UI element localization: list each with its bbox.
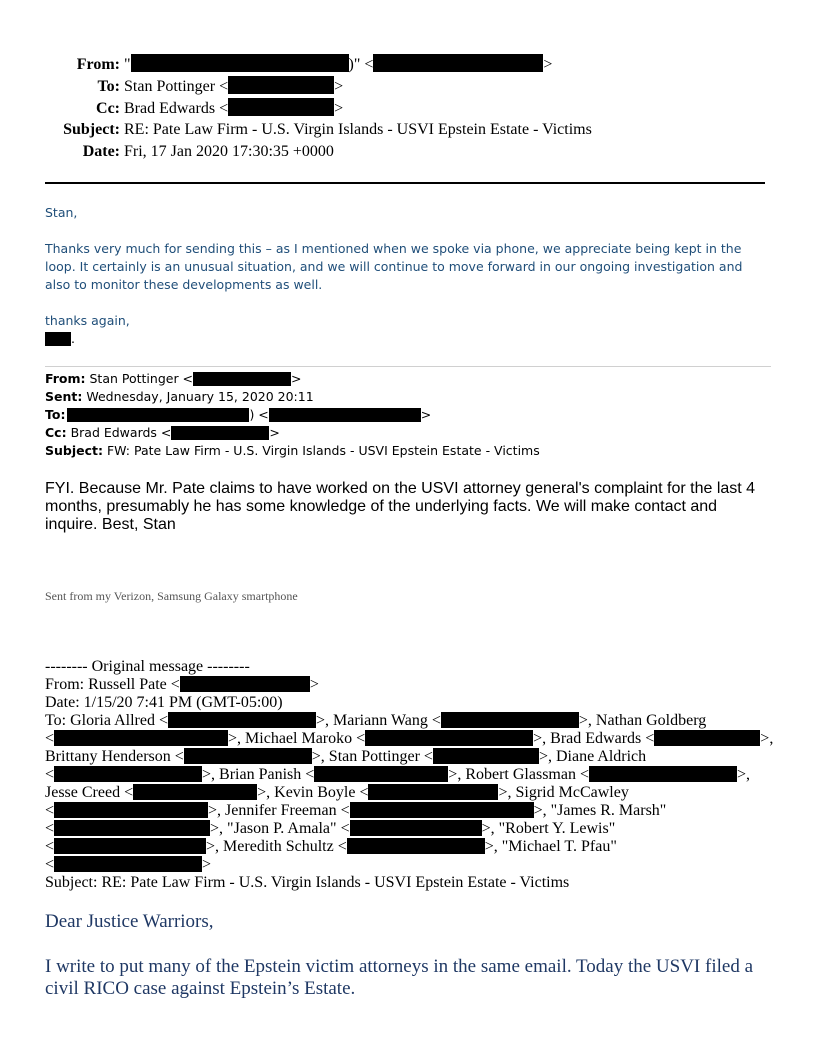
fwd-cc-row	[45, 424, 280, 442]
header-from-label: From:	[76, 56, 120, 73]
header-cc-name: Brad Edwards <	[124, 100, 229, 117]
close-angle: >	[309, 676, 319, 693]
orig-to-start: To: Gloria Allred <	[45, 712, 168, 729]
fwd-subject: FW: Pate Law Firm - U.S. Virgin Islands - USVI Epstein Estate - Victims	[103, 443, 540, 458]
redaction-block	[365, 730, 533, 746]
message-separator	[45, 366, 771, 367]
orig-salutation: Dear Justice Warriors,	[45, 911, 214, 932]
recipient-text: >, "Jason P. Amala" <	[210, 820, 350, 837]
redaction-block	[54, 838, 206, 854]
orig-to-row-5	[45, 784, 629, 802]
recipient-text: >, Sigrid McCawley	[498, 784, 629, 801]
redaction-block	[228, 98, 334, 116]
reply-signoff: thanks again,	[45, 313, 130, 328]
recipient-text: <	[45, 856, 55, 873]
redaction-block	[54, 856, 202, 872]
recipient-text: >, Jennifer Freeman <	[208, 802, 350, 819]
redaction-block	[654, 730, 760, 746]
orig-to-row-2	[45, 730, 773, 748]
header-subject-label: Subject:	[63, 121, 120, 138]
recipient-text: >, Brian Panish <	[202, 766, 315, 783]
orig-to-row-3	[45, 748, 646, 766]
fwd-to-row	[45, 406, 431, 424]
redaction-block	[180, 676, 310, 692]
recipient-text: >, Mariann Wang <	[316, 712, 441, 729]
redaction-block	[350, 802, 534, 818]
header-date-row	[0, 142, 334, 162]
fwd-subject-label: Subject:	[45, 443, 103, 458]
redaction-block	[45, 332, 71, 346]
fwd-subject-row	[45, 442, 540, 460]
redaction-block	[228, 76, 334, 94]
redaction-block	[67, 408, 249, 422]
fwd-cc-label: Cc:	[45, 425, 67, 440]
header-from-quote: "	[124, 56, 131, 73]
orig-body: I write to put many of the Epstein victim attorneys in the same email. Today the USVI filed a civil RICO case against Epstein’s Estate.	[45, 956, 754, 999]
fwd-cc: Brad Edwards <	[66, 425, 172, 440]
recipient-text: >, Meredith Schultz <	[206, 838, 347, 855]
recipient-text: >, Stan Pottinger <	[311, 748, 433, 765]
recipient-text: >, Michael Maroko <	[228, 730, 366, 747]
recipient-text: >, Diane Aldrich	[538, 748, 647, 765]
close-angle: >	[269, 425, 280, 440]
recipient-text: <	[45, 766, 55, 783]
redaction-block	[131, 54, 349, 72]
fwd-signature: Sent from my Verizon, Samsung Galaxy smartphone	[45, 589, 298, 603]
orig-to-row-9	[45, 856, 211, 874]
orig-to-row-6	[45, 802, 666, 820]
redaction-block	[368, 784, 498, 800]
recipient-text: Brittany Henderson <	[45, 748, 184, 765]
redaction-block	[184, 748, 312, 764]
fwd-from: Stan Pottinger <	[85, 371, 194, 386]
redaction-block	[433, 748, 539, 764]
header-to-label: To:	[97, 78, 120, 95]
redaction-block	[54, 730, 228, 746]
redaction-block	[54, 802, 208, 818]
recipient-text: >, "James R. Marsh"	[533, 802, 667, 819]
signature-period: .	[71, 331, 75, 346]
reply-signature	[45, 330, 75, 348]
redaction-block	[441, 712, 579, 728]
recipient-text: <	[45, 838, 55, 855]
header-to-name: Stan Pottinger <	[124, 78, 229, 95]
orig-from: From: Russell Pate <	[45, 676, 180, 693]
recipient-text: >, Nathan Goldberg	[578, 712, 707, 729]
header-from-row	[0, 54, 552, 75]
recipient-text: >, Robert Glassman <	[448, 766, 589, 783]
header-cc-label: Cc:	[96, 100, 120, 117]
close-angle: >	[420, 407, 432, 422]
orig-date: Date: 1/15/20 7:41 PM (GMT-05:00)	[45, 694, 283, 711]
redaction-block	[133, 784, 257, 800]
header-divider	[45, 182, 765, 184]
close-angle: >	[291, 371, 302, 386]
redaction-block	[269, 408, 421, 422]
redaction-block	[350, 820, 482, 836]
recipient-text: >, Brad Edwards <	[533, 730, 655, 747]
header-date: Fri, 17 Jan 2020 17:30:35 +0000	[124, 143, 334, 160]
redaction-block	[171, 426, 269, 440]
fwd-to-label: To:	[45, 407, 66, 422]
orig-divider: -------- Original message --------	[45, 658, 250, 675]
recipient-text: >, "Michael T. Pfau"	[484, 838, 617, 855]
fwd-sent-row	[45, 388, 314, 406]
recipient-text: >, "Robert Y. Lewis"	[481, 820, 616, 837]
header-from-mid: )" <	[348, 56, 374, 73]
recipient-text: >	[202, 856, 212, 873]
header-date-label: Date:	[82, 143, 120, 160]
orig-to-row-7	[45, 820, 615, 838]
redaction-block	[347, 838, 485, 854]
fwd-sent: Wednesday, January 15, 2020 20:11	[82, 389, 314, 404]
recipient-text: <	[45, 730, 55, 747]
header-cc-row	[0, 98, 343, 119]
fwd-body: FYI. Because Mr. Pate claims to have worked on the USVI attorney general's complaint for the last 4 months, presumably he has some knowledge of the underlying facts. We will make contact and inquire. Best, Stan	[45, 480, 756, 533]
orig-subject: Subject: RE: Pate Law Firm - U.S. Virgin Islands - USVI Epstein Estate - Victims	[45, 874, 570, 891]
fwd-sent-label: Sent:	[45, 389, 83, 404]
fwd-to-mid: ) <	[249, 407, 269, 422]
orig-to-row-4	[45, 766, 750, 784]
orig-to-row-8	[45, 838, 617, 856]
redaction-block	[314, 766, 448, 782]
recipient-text: >, Kevin Boyle <	[257, 784, 369, 801]
redaction-block	[193, 372, 291, 386]
fwd-from-label: From:	[45, 371, 86, 386]
redaction-block	[589, 766, 737, 782]
header-to-row	[0, 76, 343, 97]
fwd-from-row	[45, 370, 302, 388]
orig-from-row	[45, 676, 319, 694]
orig-to-row-1	[45, 712, 706, 730]
reply-greeting: Stan,	[45, 205, 78, 220]
header-subject-row	[0, 120, 592, 140]
close-angle: >	[543, 56, 553, 73]
redaction-block	[168, 712, 316, 728]
recipient-text: <	[45, 802, 55, 819]
reply-body: Thanks very much for sending this – as I mentioned when we spoke via phone, we appreciate being kept in the loop. It certainly is an unusual situation, and we will continue to move forward in our ongoing investigation and also to monitor these developments as well.	[45, 241, 743, 292]
close-angle: >	[334, 100, 344, 117]
header-subject: RE: Pate Law Firm - U.S. Virgin Islands - USVI Epstein Estate - Victims	[124, 121, 592, 138]
redaction-block	[373, 54, 543, 72]
recipient-text: >,	[760, 730, 774, 747]
recipient-text: <	[45, 820, 55, 837]
redaction-block	[54, 766, 202, 782]
close-angle: >	[334, 78, 344, 95]
redaction-block	[54, 820, 210, 836]
recipient-text: Jesse Creed <	[45, 784, 134, 801]
recipient-text: >,	[737, 766, 751, 783]
